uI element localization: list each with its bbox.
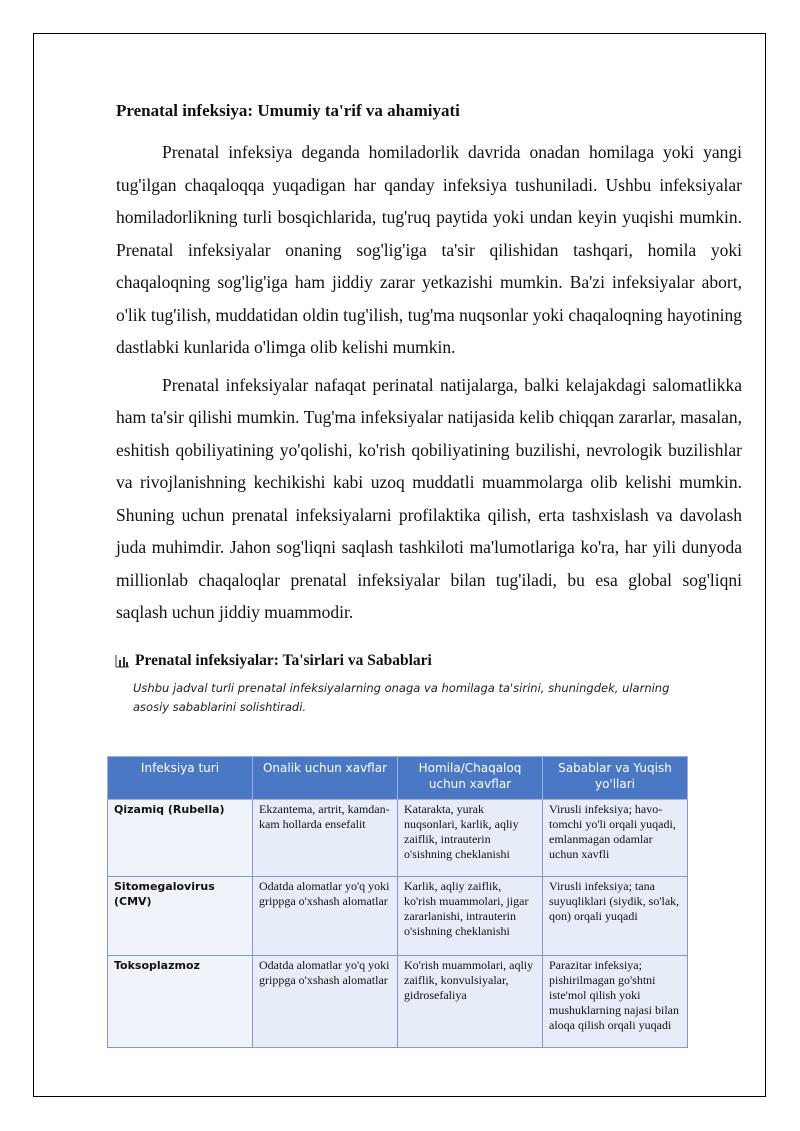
table-header-row bbox=[108, 757, 688, 800]
infection-table bbox=[107, 756, 688, 1048]
table-cell: Ekzantema, artrit, kamdan-kam hollarda ensefalit bbox=[253, 800, 398, 877]
table-cell: Toksoplazmoz bbox=[108, 956, 253, 1048]
table-cell: Virusli infeksiya; tana suyuqliklari (siydik, so'lak, qon) orqali yuqadi bbox=[543, 877, 688, 956]
table-cell: Odatda alomatlar yo'q yoki grippga o'xshash alomatlar bbox=[253, 956, 398, 1048]
table-cell: Ko'rish muammolari, aqliy zaiflik, konvulsiyalar, gidrosefaliya bbox=[398, 956, 543, 1048]
table-cell: Parazitar infeksiya; pishirilmagan go'shtni iste'mol qilish yoki mushuklarning najasi bilan aloqa qilish orqali yuqadi bbox=[543, 956, 688, 1048]
table-row bbox=[108, 800, 688, 877]
table-row bbox=[108, 956, 688, 1048]
table-section-header bbox=[116, 651, 742, 717]
paragraph-2: Prenatal infeksiyalar nafaqat perinatal natijalarga, balki kelajakdagi salomatlikka ham ta'sir qilishi mumkin. Tug'ma infeksiyalar natijasida kelib chiqqan zararlar, masalan, eshitish qobiliyatining yo'qolishi, ko'rish qobiliyatining buzilishi, nevrologik buzilishlar va rivojlanishning kechikishi kabi uzoq muddatli muammolarga olib kelishi mumkin. Shuning uchun prenatal infeksiyalarni profilaktika qilish, erta tashxislash va davolash juda muhimdir. Jahon sog'liqni saqlash tashkiloti ma'lumotlariga ko'ra, har yili dunyoda millionlab chaqaloqlar prenatal infeksiyalar bilan tug'iladi, bu esa global sog'liqni saqlash uchun jiddiy muammodir. bbox=[116, 374, 742, 622]
table-row bbox=[108, 877, 688, 956]
table-cell: Karlik, aqliy zaiflik, ko'rish muammolari, jigar zararlanishi, intrauterin o'sishning cheklanishi bbox=[398, 877, 543, 956]
section-heading: Prenatal infeksiya: Umumiy ta'rif va ahamiyati bbox=[116, 101, 460, 120]
paragraph-1: Prenatal infeksiya deganda homiladorlik davrida onadan homilaga yoki yangi tug'ilgan chaqaloqqa yuqadigan har qanday infeksiya tushuniladi. Ushbu infeksiyalar homiladorlikning turli bosqichlarida, tug'ruq paytida yoki undan keyin yuqishi mumkin. Prenatal infeksiyalar onaning sog'lig'iga ta'sir qilishidan tashqari, homila yoki chaqaloqning sog'lig'iga ham jiddiy zarar yetkazishi mumkin. Ba'zi infeksiyalar abort, o'lik tug'ilish, muddatidan oldin tug'ilish, tug'ma nuqsonlar yoki chaqaloqning hayotining dastlabki kunlarida o'limga olib kelishi mumkin. bbox=[116, 142, 742, 357]
table-caption: Ushbu jadval turli prenatal infeksiyalarning onaga va homilaga ta'sirini, shuningdek, ularning asosiy sabablarini solishtiradi. bbox=[133, 680, 670, 714]
column-header: Infeksiya turi bbox=[108, 757, 253, 800]
column-header: Homila/Chaqaloq uchun xavflar bbox=[398, 757, 543, 800]
table-title-text: Prenatal infeksiyalar: Ta'sirlari va Sabablari bbox=[135, 651, 432, 669]
table-cell: Katarakta, yurak nuqsonlari, karlik, aqliy zaiflik, intrauterin o'sishning cheklanishi bbox=[398, 800, 543, 877]
table-title bbox=[115, 651, 742, 671]
bar-chart-icon bbox=[115, 654, 129, 667]
column-header: Sabablar va Yuqish yo'llari bbox=[543, 757, 688, 800]
table-cell: Qizamiq (Rubella) bbox=[108, 800, 253, 877]
table-cell: Sitomegalovirus (CMV) bbox=[108, 877, 253, 956]
column-header: Onalik uchun xavflar bbox=[253, 757, 398, 800]
table-cell: Odatda alomatlar yo'q yoki grippga o'xshash alomatlar bbox=[253, 877, 398, 956]
document-body bbox=[116, 100, 742, 717]
table-cell: Virusli infeksiya; havo-tomchi yo'li orqali yuqadi, emlanmagan odamlar uchun xavfli bbox=[543, 800, 688, 877]
